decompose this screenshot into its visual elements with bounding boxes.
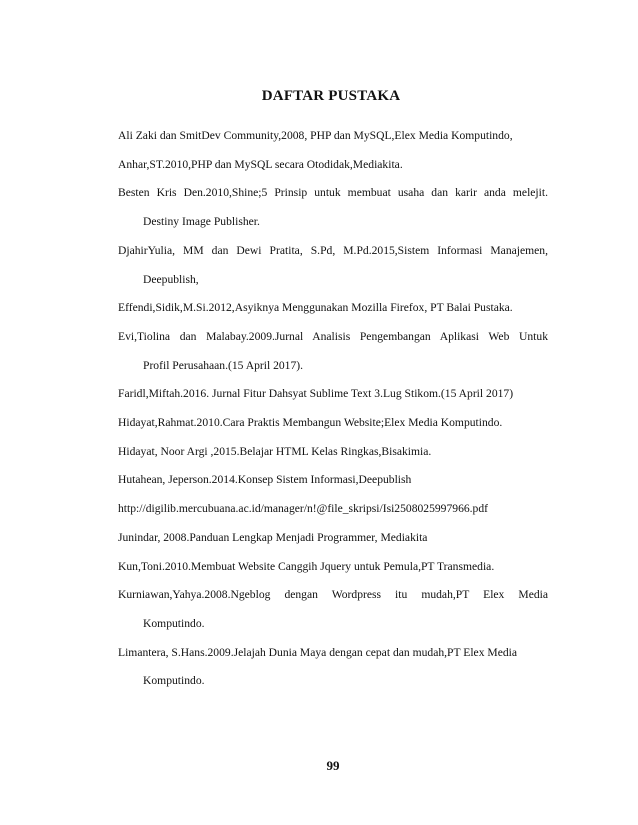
- reference-item: [118, 179, 548, 236]
- reference-text: Kurniawan,Yahya.2008.Ngeblog dengan Wordpress itu mudah,PT Elex Media: [118, 588, 548, 602]
- reference-item: [118, 581, 548, 638]
- reference-item: [118, 553, 548, 582]
- reference-item: [118, 380, 548, 409]
- reference-item: [118, 122, 548, 151]
- reference-continuation: Komputindo.: [143, 674, 205, 688]
- reference-text: Junindar, 2008.Panduan Lengkap Menjadi Programmer, Mediakita: [118, 530, 428, 544]
- reference-list: [118, 122, 548, 696]
- reference-item: [118, 409, 548, 438]
- reference-item: [118, 466, 548, 495]
- reference-continuation: Deepublish,: [143, 272, 199, 286]
- reference-text: Kun,Toni.2010.Membuat Website Canggih Jquery untuk Pemula,PT Transmedia.: [118, 559, 495, 573]
- reference-text: Hidayat,Rahmat.2010.Cara Praktis Membangun Website;Elex Media Komputindo.: [118, 416, 503, 430]
- reference-item: [118, 495, 548, 524]
- reference-text: DjahirYulia, MM dan Dewi Pratita, S.Pd, M.Pd.2015,Sistem Informasi Manajemen,: [118, 243, 548, 257]
- reference-text: Besten Kris Den.2010,Shine;5 Prinsip untuk membuat usaha dan karir anda melejit.: [118, 186, 548, 200]
- reference-item: [118, 237, 548, 294]
- page-title-text: DAFTAR PUSTAKA: [261, 88, 401, 104]
- reference-item: [118, 294, 548, 323]
- reference-continuation: Destiny Image Publisher.: [143, 215, 260, 229]
- page-number-text: 99: [326, 758, 340, 773]
- reference-continuation: Komputindo.: [143, 616, 205, 630]
- reference-text: Limantera, S.Hans.2009.Jelajah Dunia Maya dengan cepat dan mudah,PT Elex Media: [118, 645, 518, 659]
- reference-url: http://digilib.mercubuana.ac.id/manager/n!@file_skripsi/Isi2508025997966.pdf: [118, 502, 489, 516]
- reference-item: [118, 151, 548, 180]
- reference-text: Hidayat, Noor Argi ,2015.Belajar HTML Kelas Ringkas,Bisakimia.: [118, 444, 432, 458]
- reference-text: Evi,Tiolina dan Malabay.2009.Jurnal Analisis Pengembangan Aplikasi Web Untuk: [118, 329, 548, 343]
- reference-item: [118, 639, 548, 696]
- reference-continuation: Profil Perusahaan.(15 April 2017).: [143, 358, 304, 372]
- reference-text: Anhar,ST.2010,PHP dan MySQL secara Otodidak,Mediakita.: [118, 157, 403, 171]
- reference-text: Faridl,Miftah.2016. Jurnal Fitur Dahsyat Sublime Text 3.Lug Stikom.(15 April 2017): [118, 387, 514, 401]
- reference-item: [118, 438, 548, 467]
- reference-item: [118, 524, 548, 553]
- reference-text: Ali Zaki dan SmitDev Community,2008, PHP dan MySQL,Elex Media Komputindo,: [118, 129, 513, 142]
- reference-text: Hutahean, Jeperson.2014.Konsep Sistem Informasi,Deepublish: [118, 473, 412, 487]
- page-title: [0, 88, 638, 105]
- page-number: [0, 758, 638, 774]
- reference-text: Effendi,Sidik,M.Si.2012,Asyiknya Menggunakan Mozilla Firefox, PT Balai Pustaka.: [118, 301, 513, 315]
- reference-item: [118, 323, 548, 380]
